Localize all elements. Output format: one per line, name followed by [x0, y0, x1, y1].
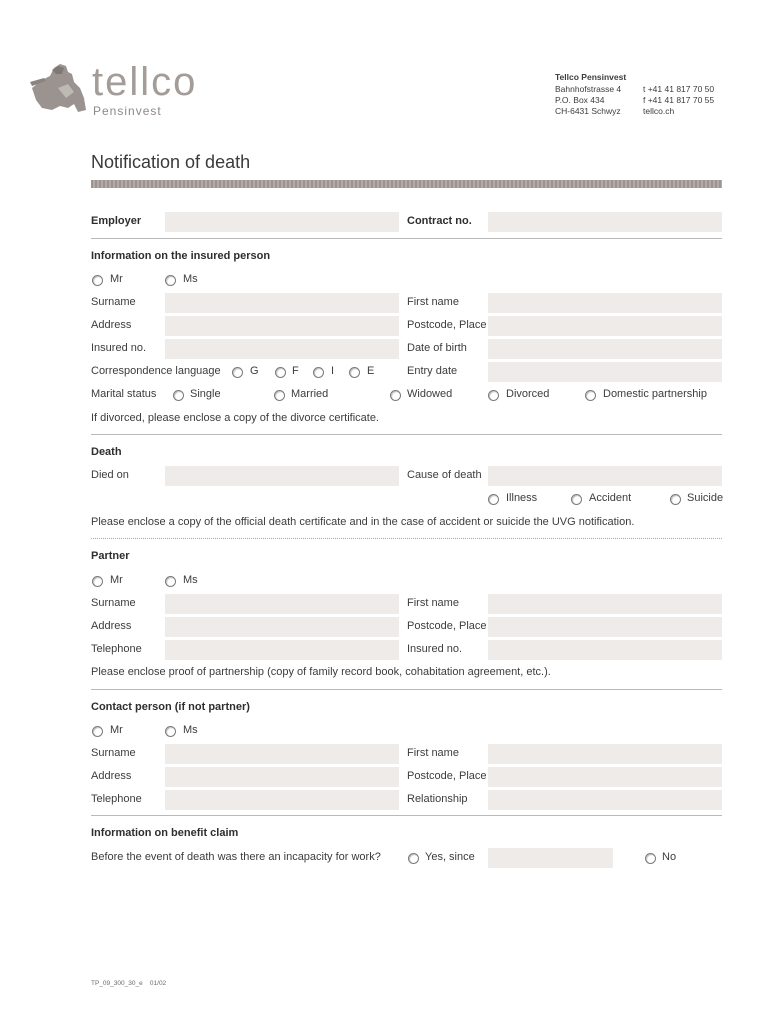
partner-postcode-label: Postcode, Place: [407, 620, 487, 632]
divorced-radio[interactable]: [488, 390, 499, 401]
insured-no-label: Insured no.: [91, 342, 147, 354]
insured-mr-radio[interactable]: [92, 275, 103, 286]
company-web: tellco.ch: [643, 106, 675, 116]
yes-since-field[interactable]: [488, 848, 613, 868]
died-on-field[interactable]: [165, 466, 399, 486]
accident-radio[interactable]: [571, 494, 582, 505]
company-phone: t +41 41 817 70 50: [643, 84, 715, 94]
corr-language-label: Correspondence language: [91, 365, 221, 377]
widowed-label: Widowed: [407, 388, 453, 400]
employer-label: Employer: [91, 215, 142, 227]
partner-mr-radio[interactable]: [92, 576, 103, 587]
dob-label: Date of birth: [407, 342, 467, 354]
partner-insured-no-label: Insured no.: [407, 643, 463, 655]
accident-label: Accident: [589, 492, 632, 504]
insured-ms-label: Ms: [183, 273, 198, 285]
company-city: CH-6431 Schwyz: [555, 106, 621, 116]
company-fax: f +41 41 817 70 55: [643, 95, 715, 105]
contact-heading: Contact person (if not partner): [91, 701, 250, 713]
page-title: Notification of death: [91, 152, 251, 172]
contact-address-label: Address: [91, 770, 132, 782]
suicide-label: Suicide: [687, 492, 724, 504]
died-on-label: Died on: [91, 469, 129, 481]
partner-address-field[interactable]: [165, 617, 399, 637]
benefit-heading: Information on benefit claim: [91, 827, 239, 839]
married-label: Married: [291, 388, 329, 400]
married-radio[interactable]: [274, 390, 285, 401]
contact-mr-radio[interactable]: [92, 726, 103, 737]
marital-status-label: Marital status: [91, 388, 157, 400]
partner-note: Please enclose proof of partnership (copy of family record book, cohabitation agreement, etc.).: [91, 666, 551, 678]
contact-mr-label: Mr: [110, 724, 123, 736]
divider: [91, 238, 722, 239]
partner-postcode-field[interactable]: [488, 617, 722, 637]
contract-field[interactable]: [488, 212, 722, 232]
contact-ms-label: Ms: [183, 724, 198, 736]
insured-address-field[interactable]: [165, 316, 399, 336]
company-street: Bahnhofstrasse 4: [555, 84, 622, 94]
widowed-radio[interactable]: [390, 390, 401, 401]
relationship-label: Relationship: [407, 793, 468, 805]
logo-figure-icon: [28, 58, 90, 116]
relationship-field[interactable]: [488, 790, 722, 810]
lang-e-label: E: [367, 365, 375, 377]
contact-address-field[interactable]: [165, 767, 399, 787]
yes-since-label: Yes, since: [425, 851, 475, 863]
dob-field[interactable]: [488, 339, 722, 359]
company-pobox: P.O. Box 434: [555, 95, 605, 105]
partner-heading: Partner: [91, 550, 130, 562]
insured-ms-radio[interactable]: [165, 275, 176, 286]
partner-surname-field[interactable]: [165, 594, 399, 614]
contact-surname-field[interactable]: [165, 744, 399, 764]
partner-address-label: Address: [91, 620, 132, 632]
contact-surname-label: Surname: [91, 747, 136, 759]
title-bar: [91, 180, 722, 188]
insured-postcode-field[interactable]: [488, 316, 722, 336]
domestic-partnership-radio[interactable]: [585, 390, 596, 401]
partner-firstname-field[interactable]: [488, 594, 722, 614]
lang-i-radio[interactable]: [313, 367, 324, 378]
contact-telephone-label: Telephone: [91, 793, 142, 805]
death-heading: Death: [91, 446, 122, 458]
lang-f-label: F: [292, 365, 299, 377]
footer-code: TP_09_300_30_e 01/02: [91, 980, 167, 987]
lang-e-radio[interactable]: [349, 367, 360, 378]
contact-postcode-field[interactable]: [488, 767, 722, 787]
employer-field[interactable]: [165, 212, 399, 232]
insured-surname-field[interactable]: [165, 293, 399, 313]
divider: [91, 538, 722, 539]
partner-ms-label: Ms: [183, 574, 198, 586]
lang-g-radio[interactable]: [232, 367, 243, 378]
insured-firstname-label: First name: [407, 296, 459, 308]
lang-g-label: G: [250, 365, 259, 377]
contact-postcode-label: Postcode, Place: [407, 770, 487, 782]
insured-firstname-field[interactable]: [488, 293, 722, 313]
partner-ms-radio[interactable]: [165, 576, 176, 587]
divider: [91, 689, 722, 690]
lang-f-radio[interactable]: [275, 367, 286, 378]
cause-of-death-label: Cause of death: [407, 469, 482, 481]
insured-surname-label: Surname: [91, 296, 136, 308]
single-radio[interactable]: [173, 390, 184, 401]
domestic-partnership-label: Domestic partnership: [603, 388, 707, 400]
no-label: No: [662, 851, 677, 863]
cause-of-death-field[interactable]: [488, 466, 722, 486]
no-radio[interactable]: [645, 853, 656, 864]
single-label: Single: [190, 388, 221, 400]
insured-address-label: Address: [91, 319, 132, 331]
illness-label: Illness: [506, 492, 538, 504]
logo-wordmark: tellco: [92, 60, 198, 104]
entry-date-label: Entry date: [407, 365, 458, 377]
entry-date-field[interactable]: [488, 362, 722, 382]
company-name: Tellco Pensinvest: [555, 72, 627, 82]
partner-mr-label: Mr: [110, 574, 123, 586]
death-note: Please enclose a copy of the official death certificate and in the case of accident or suicide the UVG notification.: [91, 516, 635, 528]
partner-telephone-field[interactable]: [165, 640, 399, 660]
divorced-label: Divorced: [506, 388, 550, 400]
insured-postcode-label: Postcode, Place: [407, 319, 487, 331]
lang-i-label: I: [331, 365, 335, 377]
suicide-radio[interactable]: [670, 494, 681, 505]
partner-telephone-label: Telephone: [91, 643, 142, 655]
divider: [91, 434, 722, 435]
insured-no-field[interactable]: [165, 339, 399, 359]
partner-surname-label: Surname: [91, 597, 136, 609]
divider: [91, 815, 722, 816]
yes-since-radio[interactable]: [408, 853, 419, 864]
insured-heading: Information on the insured person: [91, 250, 271, 262]
contact-telephone-field[interactable]: [165, 790, 399, 810]
divorce-note: If divorced, please enclose a copy of the divorce certificate.: [91, 412, 379, 424]
illness-radio[interactable]: [488, 494, 499, 505]
contract-label: Contract no.: [407, 215, 472, 227]
incapacity-question: Before the event of death was there an incapacity for work?: [91, 851, 381, 863]
contact-firstname-field[interactable]: [488, 744, 722, 764]
partner-firstname-label: First name: [407, 597, 459, 609]
contact-firstname-label: First name: [407, 747, 459, 759]
contact-ms-radio[interactable]: [165, 726, 176, 737]
insured-mr-label: Mr: [110, 273, 123, 285]
partner-insured-no-field[interactable]: [488, 640, 722, 660]
logo-subtitle: Pensinvest: [93, 104, 162, 118]
